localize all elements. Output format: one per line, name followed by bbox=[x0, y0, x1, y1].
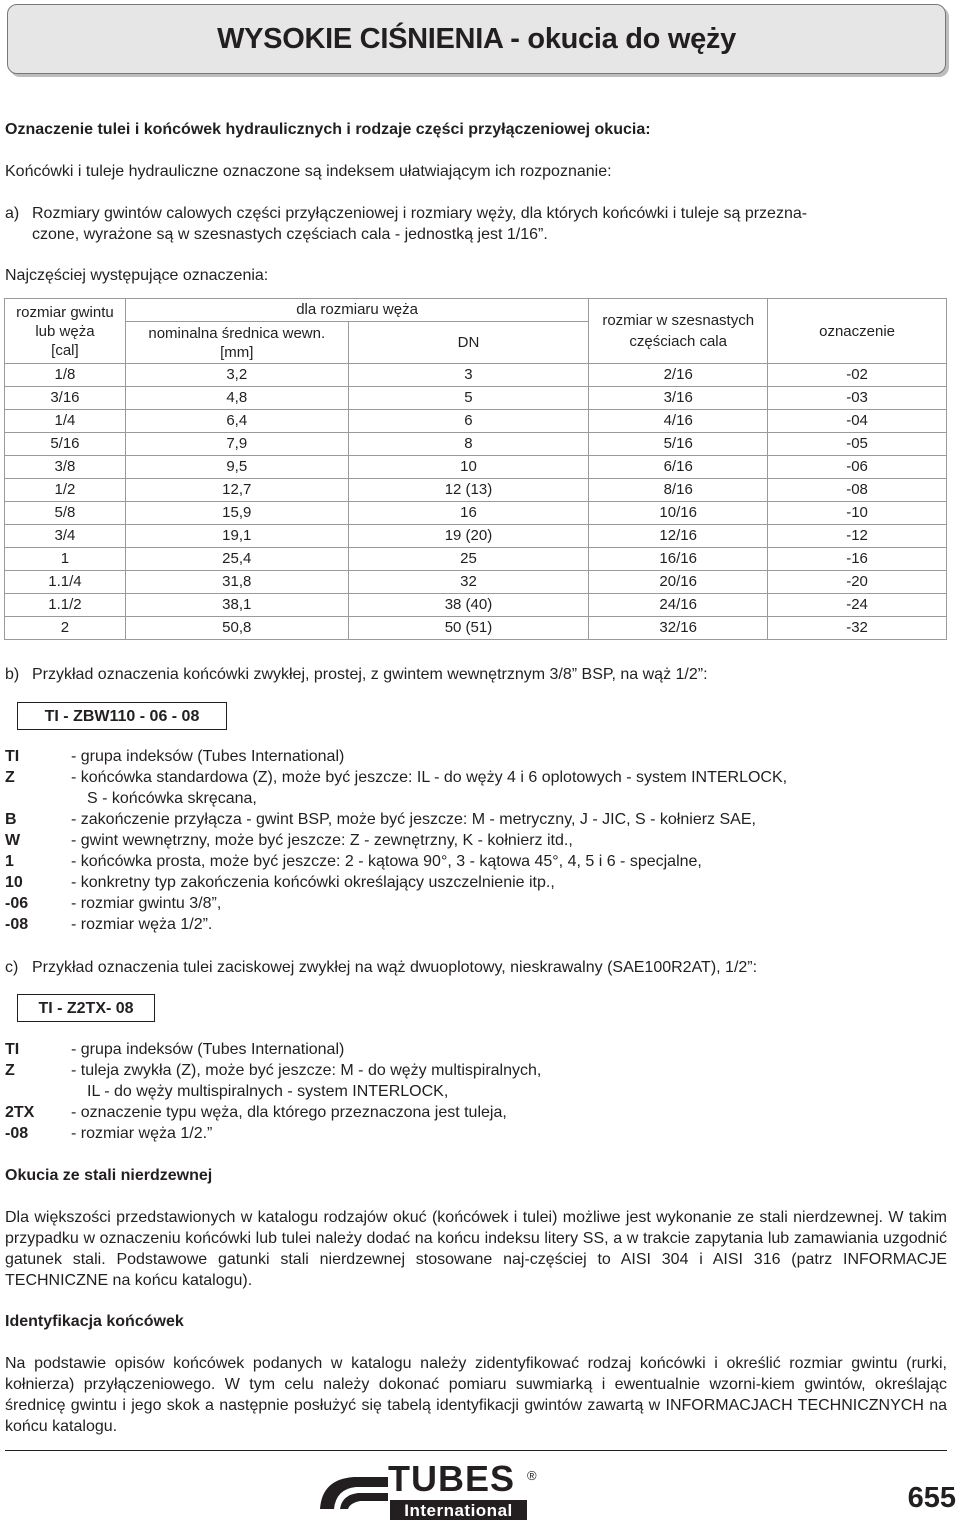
legend-value: - rozmiar węża 1/2”. bbox=[71, 916, 213, 933]
section-heading-marking: Oznaczenie tulei i końcówek hydraulicznych i rodzaje części przyłączeniowej okucia: bbox=[5, 121, 651, 138]
table-row bbox=[5, 594, 947, 617]
legend-row bbox=[5, 872, 947, 893]
stainless-heading: Okucia ze stali nierdzewnej bbox=[5, 1167, 213, 1184]
table-row bbox=[5, 433, 947, 456]
cell-dn: 25 bbox=[348, 548, 589, 571]
tubes-logo-icon bbox=[318, 1469, 390, 1513]
header-dn: DN bbox=[348, 322, 589, 364]
cell-sixteenths: 16/16 bbox=[589, 548, 768, 571]
cell-thread-size: 5/16 bbox=[5, 433, 126, 456]
logo-subtitle: International bbox=[390, 1500, 527, 1520]
cell-sixteenths: 4/16 bbox=[589, 410, 768, 433]
cell-code: -10 bbox=[768, 502, 947, 525]
legend-value: - rozmiar węża 1/2.” bbox=[71, 1125, 213, 1142]
legend-row bbox=[5, 1081, 947, 1102]
size-table bbox=[4, 298, 947, 640]
cell-dn: 8 bbox=[348, 433, 589, 456]
legend-value: - gwint wewnętrzny, może być jeszcze: Z - zewnętrzny, K - kołnierz itd., bbox=[71, 832, 573, 849]
common-markings-label: Najczęściej występujące oznaczenia: bbox=[5, 267, 269, 284]
logo-registered-mark: ® bbox=[527, 1468, 537, 1483]
cell-code: -02 bbox=[768, 364, 947, 387]
cell-dn: 10 bbox=[348, 456, 589, 479]
identification-heading: Identyfikacja końcówek bbox=[5, 1313, 184, 1330]
legend-key: 1 bbox=[5, 853, 14, 870]
cell-thread-size: 3/8 bbox=[5, 456, 126, 479]
cell-dn: 38 (40) bbox=[348, 594, 589, 617]
legend-value: - tuleja zwykła (Z), może być jeszcze: M - do węży multispiralnych, bbox=[71, 1062, 542, 1079]
item-a-line1: Rozmiary gwintów calowych części przyłączeniowej i rozmiary węży, dla których końcówki i tuleje są przezna- bbox=[32, 205, 808, 222]
table-header-row bbox=[5, 299, 947, 322]
cell-sixteenths: 3/16 bbox=[589, 387, 768, 410]
table-row bbox=[5, 364, 947, 387]
item-c-label: c) bbox=[5, 959, 19, 976]
header-code: oznaczenie bbox=[768, 299, 947, 364]
cell-thread-size: 3/16 bbox=[5, 387, 126, 410]
cell-thread-size: 1.1/2 bbox=[5, 594, 126, 617]
header-nominal-line1: nominalna średnica wewn. bbox=[148, 324, 326, 342]
cell-dn: 12 (13) bbox=[348, 479, 589, 502]
cell-code: -04 bbox=[768, 410, 947, 433]
page-title: WYSOKIE CIŚNIENIA - okucia do węży bbox=[217, 22, 736, 55]
item-a-line2: czone, wyrażone są w szesnastych częściach cala - jednostką jest 1/16”. bbox=[32, 226, 548, 243]
identification-text: Na podstawie opisów końcówek podanych w katalogu należy zidentyfikować rodzaj końcówki i określić rozmiar gwintu (rurki, kołnierza) przyłączeniowego. W tym celu należy dokonać pomiaru suwmiarką i ewentualnie wzorni-kiem gwintów, określając średnicę gwintu i jego skok a następnie posłużyć się tabelą identyfikacji gwintów zawartą w INFORMACJACH TECHNICZNYCH na końcu katalogu. bbox=[5, 1355, 947, 1435]
cell-dn: 5 bbox=[348, 387, 589, 410]
header-sixteenths-line2: częściach cala bbox=[629, 333, 727, 350]
legend-value: IL - do węży multispiralnych - system INTERLOCK, bbox=[87, 1083, 449, 1100]
cell-nominal-diameter: 19,1 bbox=[125, 525, 348, 548]
intro-text: Końcówki i tuleje hydrauliczne oznaczone są indeksem ułatwiającym ich rozpoznanie: bbox=[5, 163, 612, 180]
legend-row bbox=[5, 893, 947, 914]
cell-code: -08 bbox=[768, 479, 947, 502]
cell-dn: 16 bbox=[348, 502, 589, 525]
legend-value: - zakończenie przyłącza - gwint BSP, może być jeszcze: M - metryczny, J - JIC, S - kołnierz SAE, bbox=[71, 811, 756, 828]
legend-key: -08 bbox=[5, 1125, 29, 1142]
cell-nominal-diameter: 3,2 bbox=[125, 364, 348, 387]
legend-key: Z bbox=[5, 1062, 15, 1079]
legend-row bbox=[5, 809, 947, 830]
header-sixteenths-line1: rozmiar w szesnastych bbox=[602, 312, 755, 329]
cell-thread-size: 5/8 bbox=[5, 502, 126, 525]
legend-key: Z bbox=[5, 769, 15, 786]
cell-sixteenths: 20/16 bbox=[589, 571, 768, 594]
item-b-text: Przykład oznaczenia końcówki zwykłej, prostej, z gwintem wewnętrznym 3/8” BSP, na wąż 1/2”: bbox=[32, 666, 708, 683]
table-row bbox=[5, 479, 947, 502]
cell-thread-size: 2 bbox=[5, 617, 126, 640]
legend-value: - konkretny typ zakończenia końcówki określający uszczelnienie itp., bbox=[71, 874, 555, 891]
item-a bbox=[5, 203, 947, 245]
cell-sixteenths: 8/16 bbox=[589, 479, 768, 502]
legend-value: - grupa indeksów (Tubes International) bbox=[71, 748, 345, 765]
legend-row bbox=[5, 767, 947, 788]
cell-thread-size: 1/8 bbox=[5, 364, 126, 387]
cell-thread-size: 1/4 bbox=[5, 410, 126, 433]
legend-c bbox=[5, 1039, 947, 1144]
cell-sixteenths: 5/16 bbox=[589, 433, 768, 456]
legend-key: W bbox=[5, 832, 21, 849]
cell-nominal-diameter: 9,5 bbox=[125, 456, 348, 479]
legend-b bbox=[5, 746, 947, 935]
logo-wordmark: TUBES bbox=[388, 1458, 516, 1499]
table-row bbox=[5, 548, 947, 571]
cell-code: -32 bbox=[768, 617, 947, 640]
cell-thread-size: 3/4 bbox=[5, 525, 126, 548]
cell-thread-size: 1 bbox=[5, 548, 126, 571]
cell-dn: 6 bbox=[348, 410, 589, 433]
cell-dn: 19 (20) bbox=[348, 525, 589, 548]
code-example-c: TI - Z2TX- 08 bbox=[17, 994, 155, 1022]
cell-sixteenths: 2/16 bbox=[589, 364, 768, 387]
header-for-hose: dla rozmiaru węża bbox=[125, 299, 588, 322]
legend-key: TI bbox=[5, 748, 20, 765]
legend-value: - końcówka standardowa (Z), może być jeszcze: IL - do węży 4 i 6 oplotowych - system INTERLOCK, bbox=[71, 769, 788, 786]
cell-sixteenths: 10/16 bbox=[589, 502, 768, 525]
cell-sixteenths: 24/16 bbox=[589, 594, 768, 617]
table-row bbox=[5, 410, 947, 433]
cell-nominal-diameter: 50,8 bbox=[125, 617, 348, 640]
cell-nominal-diameter: 12,7 bbox=[125, 479, 348, 502]
cell-dn: 32 bbox=[348, 571, 589, 594]
footer-divider bbox=[5, 1450, 947, 1451]
cell-code: -24 bbox=[768, 594, 947, 617]
cell-code: -16 bbox=[768, 548, 947, 571]
cell-thread-size: 1/2 bbox=[5, 479, 126, 502]
cell-nominal-diameter: 6,4 bbox=[125, 410, 348, 433]
table-row bbox=[5, 571, 947, 594]
cell-sixteenths: 32/16 bbox=[589, 617, 768, 640]
stainless-text: Dla większości przedstawionych w katalogu rodzajów okuć (końcówek i tulei) możliwe jest wykonanie ze stali nierdzewnej. W takim przypadku w oznaczeniu końcówki lub tulei należy dodać na końcu indeksu litery SS, a w trakcie zapytania lub zamawiania uzgodnić gatunek stali. Podstawowe gatunki stali nierdzewnej stosowane naj-częściej to AISI 304 i AISI 316 (patrz INFORMACJE TECHNICZNE na końcu katalogu). bbox=[5, 1209, 947, 1289]
code-example-b: TI - ZBW110 - 06 - 08 bbox=[17, 702, 227, 730]
header-nominal-line2: [mm] bbox=[220, 343, 254, 361]
legend-value: - końcówka prosta, może być jeszcze: 2 - kątowa 90°, 3 - kątowa 45°, 4, 5 i 6 - specjalne, bbox=[71, 853, 702, 870]
cell-code: -03 bbox=[768, 387, 947, 410]
header-sixteenths bbox=[589, 299, 768, 364]
legend-key: TI bbox=[5, 1041, 20, 1058]
legend-key: 10 bbox=[5, 874, 23, 891]
legend-value: - grupa indeksów (Tubes International) bbox=[71, 1041, 345, 1058]
item-a-label: a) bbox=[5, 205, 20, 222]
legend-row bbox=[5, 746, 947, 767]
cell-nominal-diameter: 38,1 bbox=[125, 594, 348, 617]
cell-sixteenths: 12/16 bbox=[589, 525, 768, 548]
table-row bbox=[5, 502, 947, 525]
table-row bbox=[5, 387, 947, 410]
legend-row bbox=[5, 914, 947, 935]
cell-code: -05 bbox=[768, 433, 947, 456]
legend-row bbox=[5, 1060, 947, 1081]
header-thread-line2: lub węża bbox=[35, 322, 95, 340]
table-row bbox=[5, 525, 947, 548]
cell-code: -06 bbox=[768, 456, 947, 479]
legend-row bbox=[5, 1123, 947, 1144]
cell-nominal-diameter: 4,8 bbox=[125, 387, 348, 410]
cell-dn: 3 bbox=[348, 364, 589, 387]
legend-value: - oznaczenie typu węża, dla którego przeznaczona jest tuleja, bbox=[71, 1104, 507, 1121]
legend-key: B bbox=[5, 811, 17, 828]
legend-row bbox=[5, 830, 947, 851]
cell-thread-size: 1.1/4 bbox=[5, 571, 126, 594]
table-row bbox=[5, 456, 947, 479]
legend-row bbox=[5, 1102, 947, 1123]
legend-row bbox=[5, 1039, 947, 1060]
item-c-text: Przykład oznaczenia tulei zaciskowej zwykłej na wąż dwuoplotowy, nieskrawalny (SAE100R2AT), 1/2”: bbox=[32, 959, 758, 976]
cell-nominal-diameter: 31,8 bbox=[125, 571, 348, 594]
legend-key: -08 bbox=[5, 916, 29, 933]
cell-sixteenths: 6/16 bbox=[589, 456, 768, 479]
page-number: 655 bbox=[907, 1482, 956, 1514]
legend-key: 2TX bbox=[5, 1104, 35, 1121]
header-thread-size bbox=[5, 299, 126, 364]
legend-key: -06 bbox=[5, 895, 29, 912]
legend-row bbox=[5, 851, 947, 872]
legend-row bbox=[5, 788, 947, 809]
header-thread-line3: [cal] bbox=[51, 341, 79, 359]
cell-code: -12 bbox=[768, 525, 947, 548]
table-row bbox=[5, 617, 947, 640]
item-b-label: b) bbox=[5, 666, 20, 683]
legend-value: S - końcówka skręcana, bbox=[87, 790, 257, 807]
legend-value: - rozmiar gwintu 3/8”, bbox=[71, 895, 222, 912]
header-nominal-diameter bbox=[125, 322, 348, 364]
header-thread-line1: rozmiar gwintu bbox=[16, 303, 114, 321]
title-banner bbox=[7, 4, 946, 74]
cell-dn: 50 (51) bbox=[348, 617, 589, 640]
cell-nominal-diameter: 7,9 bbox=[125, 433, 348, 456]
cell-nominal-diameter: 25,4 bbox=[125, 548, 348, 571]
cell-code: -20 bbox=[768, 571, 947, 594]
cell-nominal-diameter: 15,9 bbox=[125, 502, 348, 525]
